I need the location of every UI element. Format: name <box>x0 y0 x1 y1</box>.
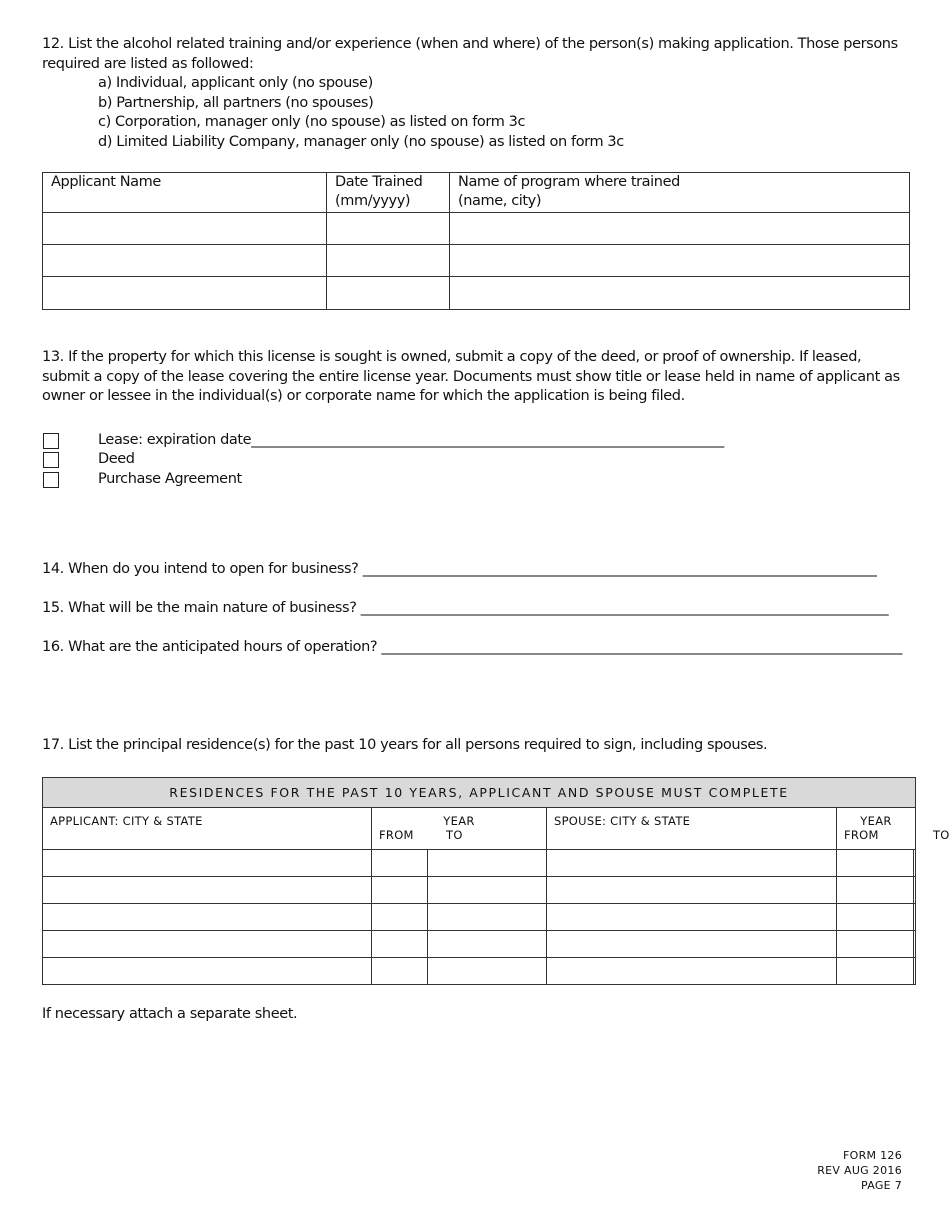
training-table <box>42 172 910 310</box>
page-number: PAGE 7 <box>860 1179 902 1192</box>
table-row[interactable] <box>43 213 910 245</box>
q12-list <box>98 74 624 152</box>
applicant-year-header <box>372 808 547 850</box>
purchase-agreement-checkbox[interactable] <box>43 472 59 488</box>
table-row[interactable] <box>43 904 916 931</box>
training-table-header <box>43 173 910 213</box>
spouse-from-label: FROM <box>843 828 879 842</box>
program-label: Name of program where trained <box>458 174 680 190</box>
table-row[interactable] <box>43 850 916 877</box>
q17-text: 17. List the principal residence(s) for the past 10 years for all persons required to sign, including spouses. <box>42 737 768 753</box>
deed-label: Deed <box>98 451 135 467</box>
table-row[interactable] <box>43 245 910 277</box>
training-col-date-trained <box>327 173 450 213</box>
spouse-city-state-header: SPOUSE: CITY & STATE <box>546 808 836 850</box>
q12-item-b: b) Partnership, all partners (no spouses) <box>98 94 374 111</box>
separate-sheet-note: If necessary attach a separate sheet. <box>42 1006 298 1022</box>
applicant-year-label: YEAR <box>443 814 475 828</box>
purchase-agreement-label: Purchase Agreement <box>98 471 242 487</box>
q13-text: 13. If the property for which this license is sought is owned, submit a copy of the deed, or proof of ownership. If leased, submit a copy of the lease covering the entire license year. Documents must show title or lease held in name of applicant as owner or lessee in the individual(s) or corporate name for which the application is being filed. <box>42 349 900 404</box>
spouse-year-header <box>836 808 950 850</box>
q12-item-c: c) Corporation, manager only (no spouse) as listed on form 3c <box>98 114 526 130</box>
table-row[interactable] <box>43 958 916 985</box>
residences-table <box>42 777 950 985</box>
table-row[interactable] <box>43 931 916 958</box>
form-revision: REV AUG 2016 <box>817 1164 902 1177</box>
date-trained-format: (mm/yyyy) <box>335 193 411 209</box>
q14-open-date[interactable]: 14. When do you intend to open for business? ___________________________________________________________________________ <box>42 561 877 577</box>
q12-item-a: a) Individual, applicant only (no spouse) <box>98 75 373 91</box>
q12-item-d: d) Limited Liability Company, manager only (no spouse) as listed on form 3c <box>98 133 624 150</box>
lease-label: Lease: expiration date_____________________________________________________________________ <box>98 432 724 448</box>
q16-hours[interactable]: 16. What are the anticipated hours of operation? ____________________________________________________________________________ <box>42 639 903 655</box>
lease-checkbox[interactable] <box>43 433 59 449</box>
applicant-to-label: TO <box>446 828 463 842</box>
spouse-to-label: TO <box>932 828 950 842</box>
deed-checkbox[interactable] <box>43 452 59 468</box>
program-format: (name, city) <box>458 193 542 209</box>
spouse-year-label: YEAR <box>860 814 892 828</box>
training-col-applicant-name: Applicant Name <box>43 173 327 213</box>
training-col-program <box>450 173 910 213</box>
form-footer <box>817 1148 902 1193</box>
table-row[interactable] <box>43 277 910 310</box>
applicant-city-state-header: APPLICANT: CITY & STATE <box>43 808 372 850</box>
form-number: FORM 126 <box>842 1149 902 1162</box>
q15-business-nature[interactable]: 15. What will be the main nature of business? _____________________________________________________________________________ <box>42 600 889 616</box>
applicant-from-label: FROM <box>379 828 414 842</box>
q12-text: 12. List the alcohol related training and/or experience (when and where) of the person(s) making application. Those persons required are listed as followed: <box>42 36 898 72</box>
residences-banner: RESIDENCES FOR THE PAST 10 YEARS, APPLICANT AND SPOUSE MUST COMPLETE <box>43 778 916 808</box>
residences-header <box>43 808 916 850</box>
table-row[interactable] <box>43 877 916 904</box>
date-trained-label: Date Trained <box>335 174 423 190</box>
